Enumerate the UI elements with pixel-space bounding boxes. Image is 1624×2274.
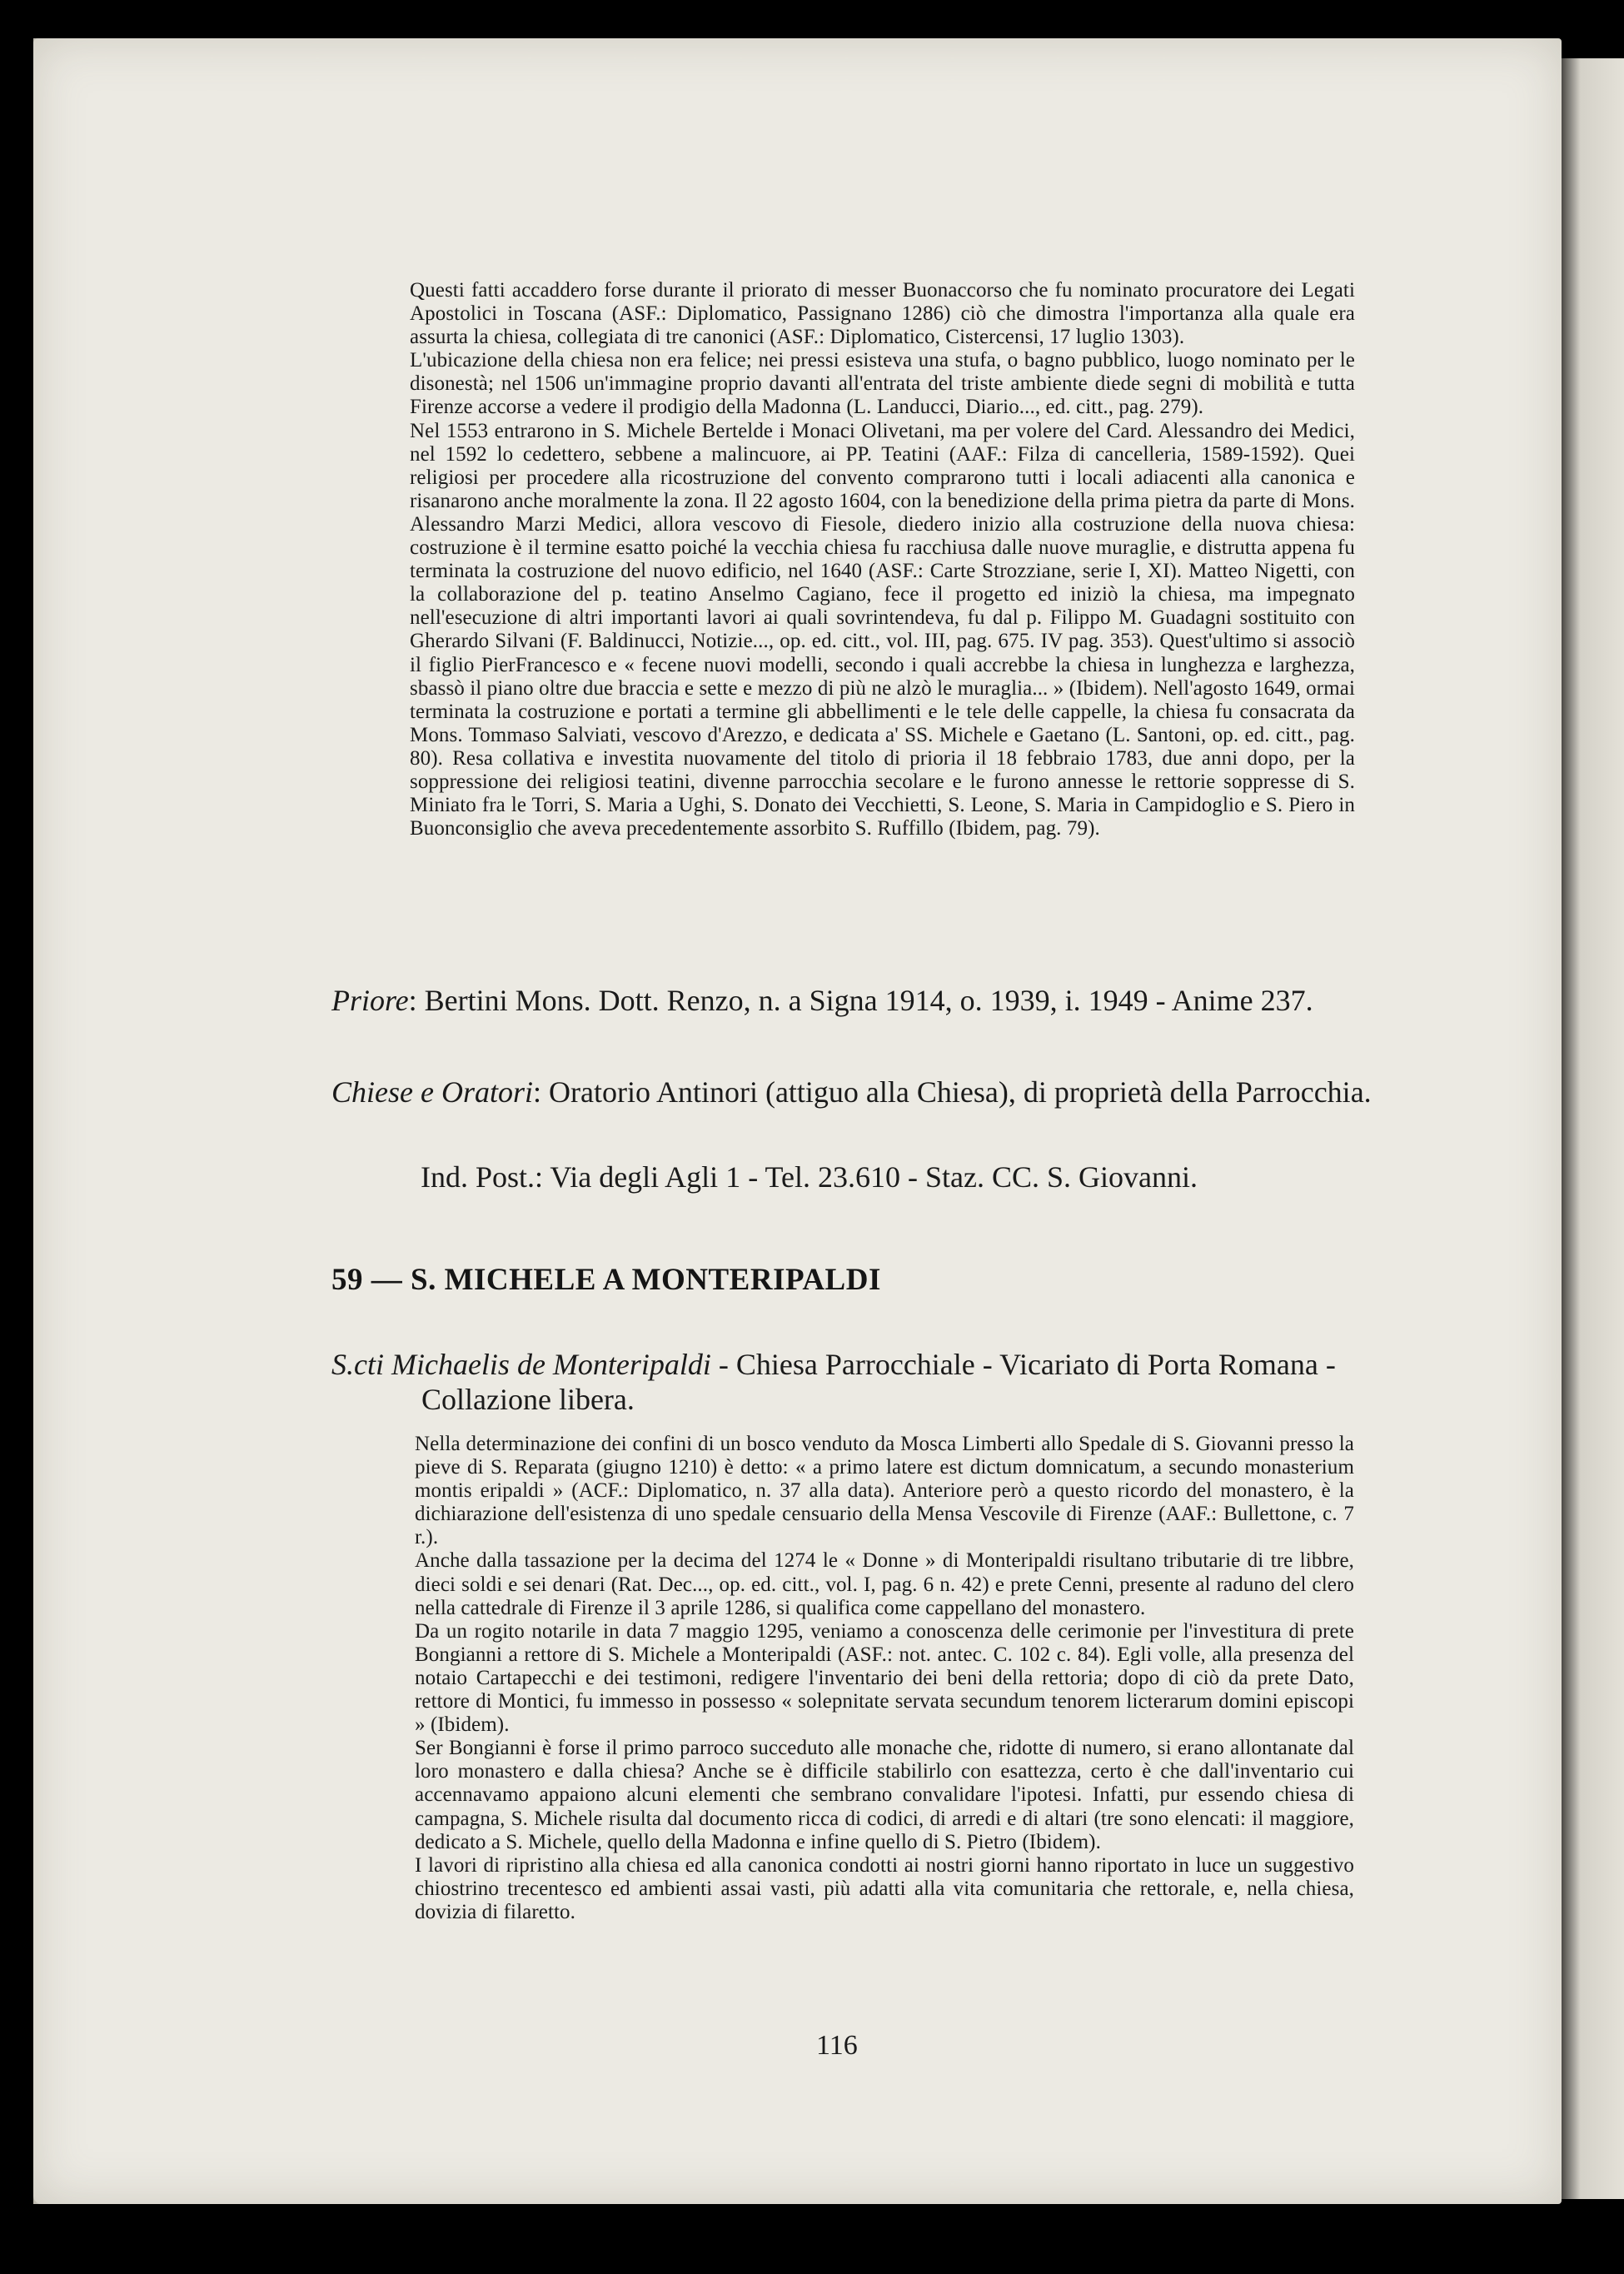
paragraph: Questi fatti accaddero forse durante il priorato di messer Buonaccorso che fu nominato procuratore dei Legati Apostolici in Toscana (ASF.: Diplomatico, Passignano 1286) ciò che dimostra l'importanza alla quale era assurta la chiesa, collegiata di tre canonici (ASF.: Diplomatico, Cistercensi, 17 luglio 1303). [410, 279, 1355, 349]
ind-post-line: Ind. Post.: Via degli Agli 1 - Tel. 23.610 - Staz. CC. S. Giovanni. [421, 1160, 1198, 1194]
priore-text: : Bertini Mons. Dott. Renzo, n. a Signa 1914, o. 1939, i. 1949 - Anime 237. [408, 984, 1313, 1017]
section-heading: 59 — S. MICHELE A MONTERIPALDI [331, 1263, 881, 1297]
paragraph: L'ubicazione della chiesa non era felice; nei pressi esisteva una stufa, o bagno pubblico, luogo nominato per le disonestà; nel 1506 un'immagine proprio davanti all'entrata del triste ambiente diede segni di mobilità e tutta Firenze accorse a vedere il prodigio della Madonna (L. Landucci, Diario..., ed. citt., pag. 279). [410, 349, 1355, 419]
chiese-line [331, 1075, 1439, 1110]
paragraph: Anche dalla tassazione per la decima del 1274 le « Donne » di Monteripaldi risultano tributarie di tre libbre, dieci soldi e sei denari (Rat. Dec..., op. ed. citt., vol. I, pag. 6 n. 42) e prete Cenni, presente al raduno del clero nella cattedrale di Firenze il 3 aprile 1286, si qualifica come cappellano del monastero. [415, 1549, 1354, 1619]
subtitle-label: S.cti Michaelis de Monteripaldi [331, 1348, 711, 1381]
page-number: 116 [816, 2030, 858, 2061]
subtitle-text: - Chiesa Parrocchiale - Vicariato di Porta Romana - Collazione libera. [421, 1348, 1336, 1416]
paragraph: Ser Bongianni è forse il primo parroco succeduto alle monache che, ridotte di numero, si erano allontanate dal loro monastero e dalla chiesa? Anche se è difficile stabilirlo con esattezza, certo è che dall'inventario cui accennavamo appaiono alcuni elementi che sembrano convalidare l'ipotesi. Infatti, pur essendo chiesa di campagna, S. Michele risulta dal documento ricca di codici, di arredi e di altari (tre sono elencati: il maggiore, dedicato a S. Michele, quello della Madonna e infine quello di S. Pietro (Ibidem). [415, 1737, 1354, 1853]
priore-label: Priore [331, 984, 409, 1017]
paragraph: Nel 1553 entrarono in S. Michele Bertelde i Monaci Olivetani, ma per volere del Card. Alessandro dei Medici, nel 1592 lo cedettero, sebbene a malincuore, ai PP. Teatini (AAF.: Filza di cancelleria, 1589-1592). Quei religiosi per procedere alla ricostruzione del convento comprarono tutti i locali adiacenti alla canonica e risanarono anche moralmente la zona. Il 22 agosto 1604, con la benedizione della prima pietra da parte di Mons. Alessandro Marzi Medici, allora vescovo di Fiesole, diedero inizio alla costruzione della nuova chiesa: costruzione è il termine esatto poiché la vecchia chiesa fu racchiusa dalle nuove muraglie, e distrutta appena fu terminata la costruzione del nuovo edificio, nel 1640 (ASF.: Carte Strozziane, serie I, XI). Matteo Nigetti, con la collaborazione del p. teatino Anselmo Cagiano, fece il progetto ed iniziò la chiesa, ma impegnato nell'esecuzione di altri importanti lavori ai quali sovrintendeva, fu dal p. Filippo M. Guadagni sostituito con Gherardo Silvani (F. Baldinucci, Notizie..., op. ed. citt., vol. III, pag. 675. IV pag. 353). Quest'ultimo si associò il figlio PierFrancesco e « fecene nuovi modelli, secondo i quali accrebbe la chiesa in lunghezza e larghezza, sbassò il piano oltre due braccia e sette e mezzo di più ne alzò le muraglia... » (Ibidem). Nell'agosto 1649, ormai terminata la costruzione e portati a termine gli abbellimenti e le tele delle cappelle, la chiesa fu consacrata da Mons. Tommaso Salviati, vescovo d'Arezzo, e dedicata a' SS. Michele e Gaetano (L. Santoni, op. ed. citt., pag. 80). Resa collativa e investita nuovamente del titolo di prioria il 18 febbraio 1783, due anni dopo, per la soppressione dei religiosi teatini, divenne parrocchia secolare e le furono annesse le rettorie soppresse di S. Miniato fra le Torri, S. Maria a Ughi, S. Donato dei Vecchietti, S. Leone, S. Maria in Campidoglio e S. Piero in Buonconsiglio che aveva precedentemente assorbito S. Ruffillo (Ibidem, pag. 79). [410, 419, 1356, 840]
paragraph: Nella determinazione dei confini di un bosco venduto da Mosca Limberti allo Spedale di S. Giovanni presso la pieve di S. Reparata (giugno 1210) è detto: « a primo latere est dictum domnicatum, a secundo monasterium montis eripaldi » (ACF.: Diplomatico, n. 37 alla data). Anteriore però a questo ricordo del monastero, è la dichiarazione dell'esistenza di uno spedale censuario della Mensa Vescovile di Firenze (AAF.: Bullettone, c. 7 r.). [415, 1433, 1354, 1549]
priore-line [331, 983, 1439, 1018]
subtitle-line [331, 1347, 1447, 1417]
chiese-label: Chiese e Oratori [331, 1075, 533, 1109]
history-block-1 [410, 279, 1355, 840]
history-block-2 [415, 1433, 1354, 1924]
paragraph: I lavori di ripristino alla chiesa ed alla canonica condotti ai nostri giorni hanno riportato in luce un suggestivo chiostrino trecentesco ed ambienti assai vasti, più adatti alla vita comunitaria che rettorale, e, nella chiesa, dovizia di filaretto. [415, 1853, 1354, 1923]
paragraph: Da un rogito notarile in data 7 maggio 1295, veniamo a conoscenza delle cerimonie per l'investitura di prete Bongianni a rettore di S. Michele a Monteripaldi (ASF.: not. antec. C. 102 c. 84). Egli volle, alla presenza del notaio Cartapecchi e dei testimoni, redigere l'inventario dei beni della rettoria; dopo di ciò da prete Dato, rettore di Montici, fu immesso in possesso « solepnitate servata secundum tenorem licterarum domini episcopi » (Ibidem). [415, 1619, 1354, 1737]
chiese-text: : Oratorio Antinori (attiguo alla Chiesa), di proprietà della Parrocchia. [532, 1075, 1372, 1109]
